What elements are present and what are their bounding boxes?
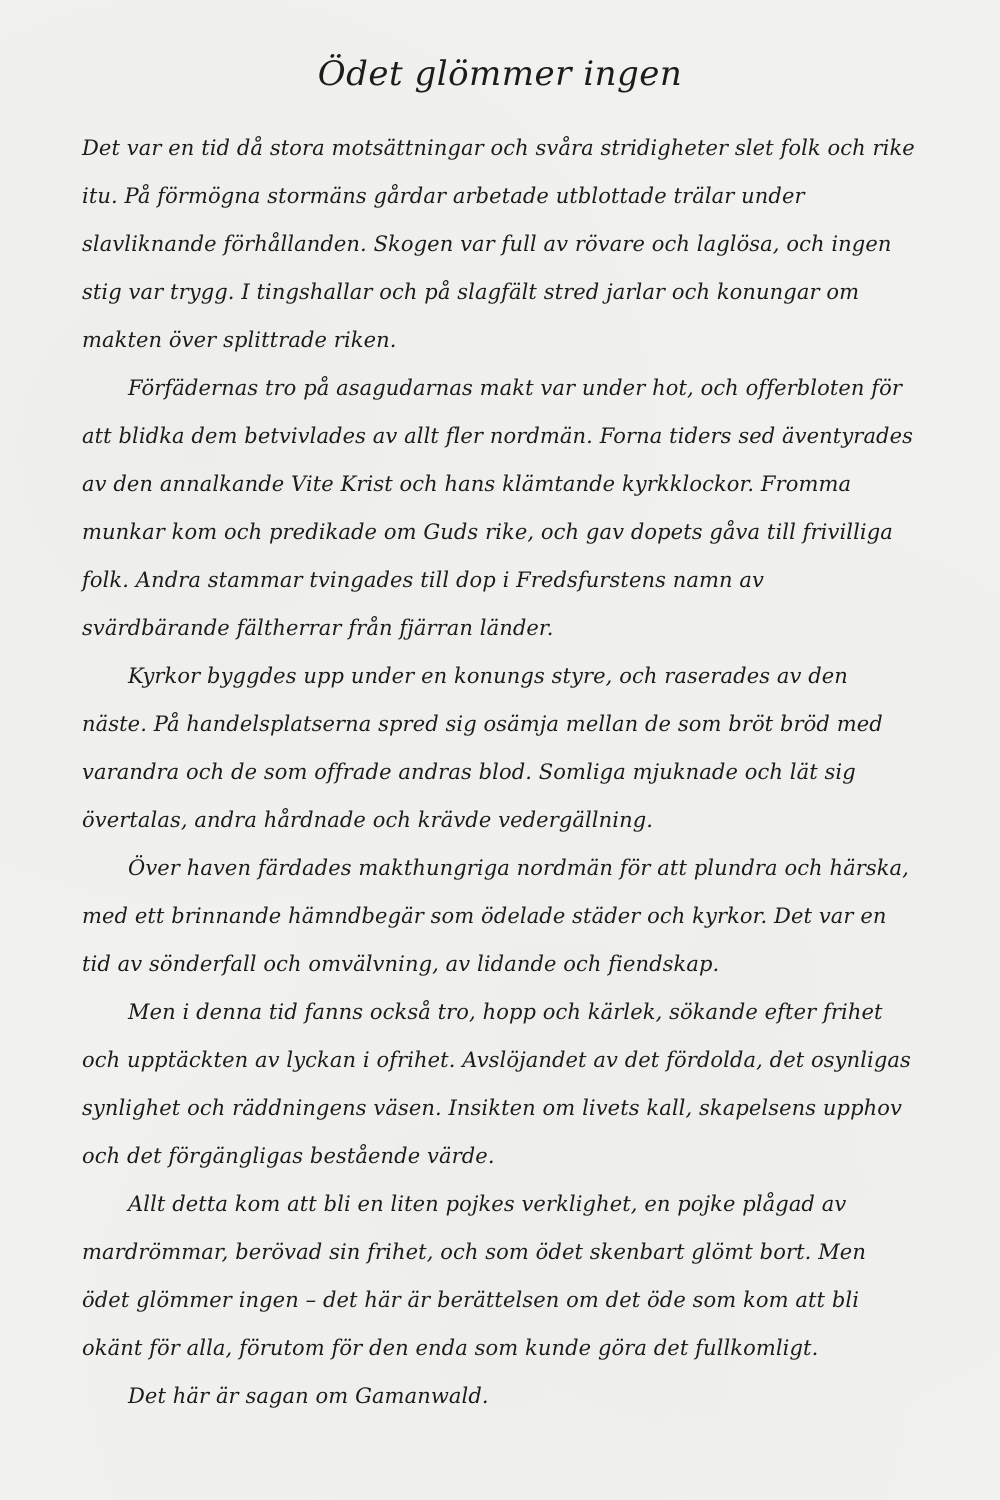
paragraph-1: Det var en tid då stora motsättningar och svåra stridigheter slet folk och rike itu. På förmögna stormäns gårdar arbetade utblottade trälar under slavliknande förhållanden. Skogen var full av rövare och laglösa, och ingen stig var trygg. I tingshallar och på slagfält stred jarlar och konungar om makten över splittrade riken.	[82, 136, 915, 352]
body-text	[82, 124, 918, 1420]
paragraph-3: Kyrkor byggdes upp under en konungs styre, och raserades av den näste. På handelsplatserna spred sig osämja mellan de som bröt bröd med varandra och de som offrade andras blod. Somliga mjuknade och lät sig övertalas, andra hårdnade och krävde vedergällning.	[82, 664, 883, 832]
paragraph-2: Förfädernas tro på asagudarnas makt var under hot, och offerbloten för att blidka dem betvivlades av allt fler nordmän. Forna tiders sed äventyrades av den annalkande Vite Krist och hans klämtande kyrkklockor. Fromma munkar kom och predikade om Guds rike, och gav dopets gåva till frivilliga folk. Andra stammar tvingades till dop i Fredsfurstens namn av svärdbärande fältherrar från fjärran länder.	[82, 376, 914, 640]
paragraph-7: Det här är sagan om Gamanwald.	[128, 1384, 489, 1408]
paragraph-5: Men i denna tid fanns också tro, hopp och kärlek, sökande efter frihet och upptäckten av lyckan i ofrihet. Avslöjandet av det fördolda, det osynligas synlighet och räddningens väsen. Insikten om livets kall, skapelsens upphov och det förgängligas bestående värde.	[82, 1000, 911, 1168]
paragraph-4: Över haven färdades makthungriga nordmän för att plundra och härska, med ett brinnande hämndbegär som ödelade städer och kyrkor. Det var en tid av sönderfall och omvälvning, av lidande och fiendskap.	[82, 856, 909, 976]
paragraph-6: Allt detta kom att bli en liten pojkes verklighet, en pojke plågad av mardrömmar, berövad sin frihet, och som ödet skenbart glömt bort. Men ödet glömmer ingen – det här är berättelsen om det öde som kom att bli okänt för alla, förutom för den enda som kunde göra det fullkomligt.	[82, 1192, 866, 1360]
page-title: Ödet glömmer ingen	[317, 54, 683, 94]
